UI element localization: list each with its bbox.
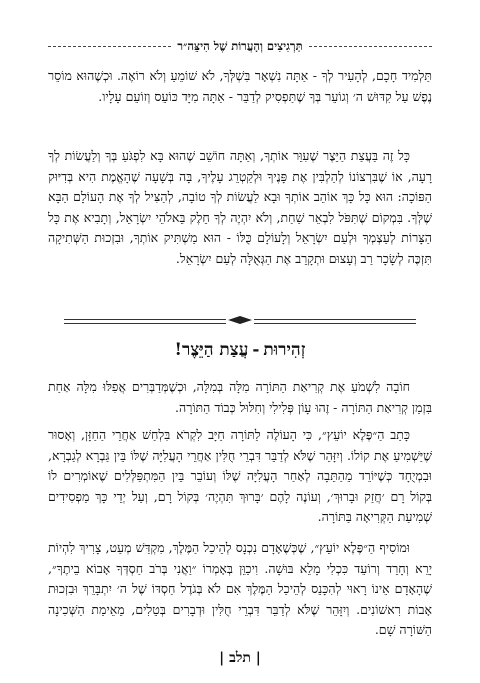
page-number: | תלב | — [219, 650, 261, 666]
paragraph-pele-yoetz-adds — [48, 538, 432, 641]
header-rule-left — [48, 46, 171, 47]
running-header — [48, 36, 432, 56]
section-title-part2: עֲצַת הַיֵּצֶר! — [174, 340, 249, 360]
paragraph-pele-yoetz — [48, 425, 432, 528]
paragraph-text: כָּל זֶה בַּעֲצַת הַיֵּצֶר שֶׁעִוֵּר אוֹתְךָ, וְאַתָּה חוֹשֵׁב שֶׁהוּא בָּא לִפְגֹּעַ בְּךָ וְלַעֲשׂוֹת לְךָ רָעָה, אוֹ שֶׁבִּרְצוֹנוֹ לְהַלְבִּין אֶת פָּנֶיךָ וּלְקַטְרֵג עָלֶיךָ, בָּה בְּשָׁעָה שֶׁהָאֱמֶת הִיא בְּדִיּוּק הַפּוֹכָה: הוּא כָּל כָּךְ אוֹהֵב אוֹתְךָ וּבָא לַעֲשׂוֹת לְךָ טוֹבָה, לְהַצִּיל לְךָ אֶת הָעוֹלָם הַבָּא שֶׁלְּךָ. בִּמְקוֹם שֶׁתִּפֹּל לִבְאֵר שַׁחַת, וְלֹא יִהְיֶה לְךָ חֵלֶק בֵּאלֹהֵי יִשְׂרָאֵל, וְתָבִיא אֶת כָּל הַצָּרוֹת לְעַצְמְךָ וּלְעַם יִשְׂרָאֵל וְלָעוֹלָם כֻּלּוֹ - הוּא מַשְׁתִּיק אוֹתְךָ, וּבִזְכוּת הַשְּׁתִיקָה תִּזְכֶּה לְשָׂכָר רַב וְעָצוּם וּתְקָרֵב אֶת הַגְּאֻלָּה לְעַם יִשְׂרָאֵל. — [48, 148, 432, 266]
section-title-part1: זְהִירוּת — [263, 340, 306, 360]
paragraph-continuation — [48, 66, 432, 107]
section-title-separator: - — [252, 340, 260, 360]
paragraph-yetzer-counsel — [48, 146, 432, 270]
paragraph-text: חוֹבָה לִשְׁמֹעַ אֶת קְרִיאַת הַתּוֹרָה מִלָּה בְּמִלָּה, וּכְשֶׁמְּדַבְּרִים אֲפִלּוּ מִלָּה אַחַת בִּזְמַן קְרִיאַת הַתּוֹרָה - זֶהוּ עָוֹן פְּלִילִי וְחִלּוּל כְּבוֹד הַתּוֹרָה. — [48, 379, 432, 415]
paragraph-text: וּמוֹסִיף הַ״פֶּלֶא יוֹעֵץ״, שֶׁכְּשֶׁאָדָם נִכְנָס לְהֵיכַל הַמֶּלֶךְ, מִקְדַּשׁ מְעַט, צָרִיךְ לִהְיוֹת יָרֵא וְחָרֵד וְרוֹעֵד כִּכְלִי מָלֵא בּוּשָׁה. וִיכַוֵּן בְּאָמְרוֹ ״וַאֲנִי בְּרֹב חַסְדְּךָ אָבוֹא בֵיתֶךָ״, שֶׁהָאָדָם אֵינוֹ רָאוּי לְהִכָּנֵס לְהֵיכַל הַמֶּלֶךְ אִם לֹא בְּגֹדֶל חַסְדּוֹ שֶׁל ה׳ יִתְבָּרֵךְ וּבִזְכוּת אָבוֹת רִאשׁוֹנִים. וְיִזָּהֵר שֶׁלֹּא לְדַבֵּר דִּבְרֵי חֻלִּין וּדְבָרִים בְּטֵלִים, מֵאֵימַת הַשְּׁכִינָה הַשּׁוֹרָה שָׁם. — [48, 540, 432, 638]
paragraph-text: כָּתַב הַ״פֶּלֶא יוֹעֵץ״, כִּי הָעוֹלֶה לַתּוֹרָה חַיָּב לִקְרֹא בִּלְחַשׁ אַחֲרֵי הַחַזָּן, וְאָסוּר שֶׁיַּשְׁמִיעַ אֶת קוֹלוֹ. וְיִזָּהֵר שֶׁלֹּא לְדַבֵּר דִּבְרֵי חֻלִּין אַחֲרֵי הָעֲלִיָּה שֶׁלּוֹ בֵּין גַּבְרָא לְגַבְרָא, וּבִמְיֻחָד כְּשֶׁיּוֹרֵד מֵהַתֵּבָה לְאַחַר הָעֲלִיָּה שֶׁלּוֹ וְעוֹבֵר בֵּין הַמִּתְפַּלְּלִים שֶׁאוֹמְרִים לוֹ בְּקוֹל רָם ׳חֲזַק וּבָרוּךְ׳, וְעוֹנֶה לָהֶם ׳בָּרוּךְ תִּהְיֶה׳ בְּקוֹל רָם, וְעַל יְדֵי כָּךְ מַפְסִידִים שְׁמִיעַת הַקְּרִיאָה בַּתּוֹרָה. — [48, 427, 432, 525]
header-rule-right — [309, 46, 432, 47]
paragraph-obligation — [48, 377, 432, 418]
section-title — [48, 339, 432, 361]
paragraph-text: תַּלְמִיד חָכָם, לְהָעִיר לְךָ - אַתָּה נִשְׁאָר בִּשְׁלְּךָ, לֹא שׁוֹמֵעַ וְלֹא רוֹאֶה. וּכְשֶׁהוּא מוֹסֵר נֶפֶשׁ עַל קִדּוּשׁ ה׳ וְגוֹעֵר בְּךָ שֶׁתַּפְסִיק לְדַבֵּר - אַתָּה מִיָּד כּוֹעֵס וְזוֹעֵם עָלָיו. — [48, 68, 432, 104]
running-title: תַּרְגִיצִים וְהָעֲרוֹת שֶׁל הִיצֵּה״ר — [177, 39, 303, 53]
divider-ornament-icon — [226, 315, 254, 325]
